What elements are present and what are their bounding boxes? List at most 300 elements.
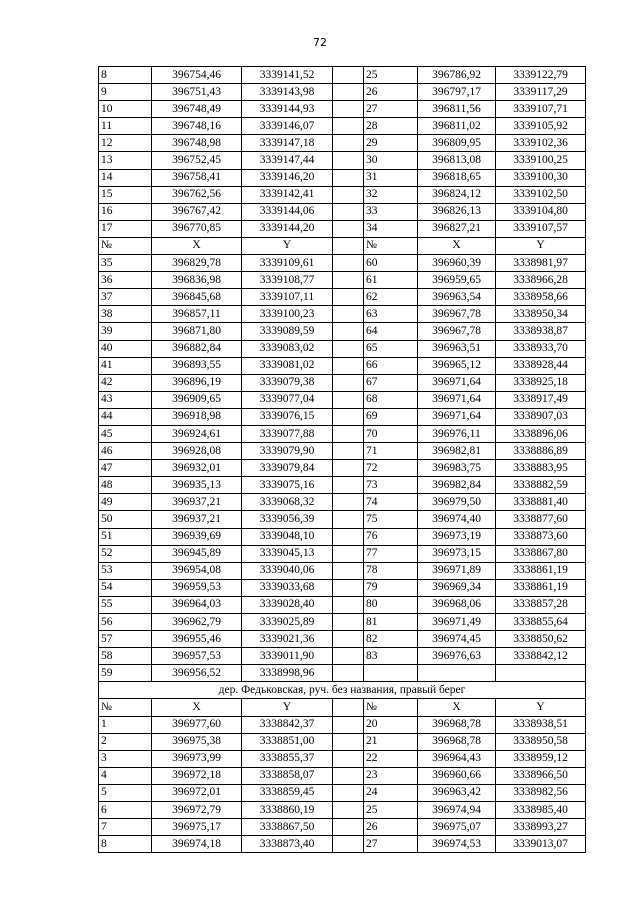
- x-coordinate-cell: 396836,98: [152, 272, 242, 289]
- y-coordinate-cell: 3339117,29: [496, 84, 586, 101]
- spacer-cell: [333, 220, 364, 237]
- y-coordinate-cell: 3339102,36: [496, 135, 586, 152]
- point-number-cell: 60: [364, 255, 418, 272]
- x-coordinate-cell: 396971,64: [418, 374, 496, 391]
- table-row: [99, 665, 586, 682]
- spacer-cell: [333, 802, 364, 819]
- point-number-cell: 15: [99, 186, 152, 203]
- y-coordinate-cell: 3338842,12: [496, 648, 586, 665]
- x-coordinate-cell: 396871,80: [152, 323, 242, 340]
- y-coordinate-cell: 3338882,59: [496, 477, 586, 494]
- point-number-cell: 30: [364, 152, 418, 169]
- x-coordinate-cell: 396977,60: [152, 716, 242, 733]
- y-coordinate-cell: 3338993,27: [496, 819, 586, 836]
- spacer-cell: [333, 733, 364, 750]
- point-number-cell: 21: [364, 733, 418, 750]
- table-row: [99, 374, 586, 391]
- y-coordinate-cell: 3338985,40: [496, 802, 586, 819]
- header-x: X: [152, 237, 242, 254]
- point-number-cell: 1: [99, 716, 152, 733]
- y-coordinate-cell: 3338933,70: [496, 340, 586, 357]
- point-number-cell: 40: [99, 340, 152, 357]
- y-coordinate-cell: 3339083,02: [242, 340, 333, 357]
- header-number: №: [99, 699, 152, 716]
- y-coordinate-cell: 3339104,80: [496, 203, 586, 220]
- point-number-cell: 17: [99, 220, 152, 237]
- point-number-cell: 78: [364, 562, 418, 579]
- x-coordinate-cell: 396964,43: [418, 750, 496, 767]
- point-number-cell: 53: [99, 562, 152, 579]
- y-coordinate-cell: 3338861,19: [496, 579, 586, 596]
- x-coordinate-cell: 396971,64: [418, 391, 496, 408]
- x-coordinate-cell: 396845,68: [152, 289, 242, 306]
- point-number-cell: 73: [364, 477, 418, 494]
- table-row: [99, 272, 586, 289]
- point-number-cell: 80: [364, 596, 418, 613]
- x-coordinate-cell: 396937,21: [152, 511, 242, 528]
- x-coordinate-cell: 396974,53: [418, 836, 496, 853]
- y-coordinate-cell: 3339028,40: [242, 596, 333, 613]
- y-coordinate-cell: 3338855,37: [242, 750, 333, 767]
- table-row: [99, 528, 586, 545]
- x-coordinate-cell: 396960,39: [418, 255, 496, 272]
- x-coordinate-cell: 396975,07: [418, 819, 496, 836]
- point-number-cell: 6: [99, 802, 152, 819]
- y-coordinate-cell: 3338867,80: [496, 545, 586, 562]
- x-coordinate-cell: 396937,21: [152, 494, 242, 511]
- x-coordinate-cell: 396957,53: [152, 648, 242, 665]
- x-coordinate-cell: 396811,02: [418, 118, 496, 135]
- spacer-cell: [333, 511, 364, 528]
- x-coordinate-cell: 396797,17: [418, 84, 496, 101]
- y-coordinate-cell: 3339146,07: [242, 118, 333, 135]
- y-coordinate-cell: 3338861,19: [496, 562, 586, 579]
- point-number-cell: 26: [364, 819, 418, 836]
- x-coordinate-cell: 396975,38: [152, 733, 242, 750]
- spacer-cell: [333, 562, 364, 579]
- point-number-cell: 2: [99, 733, 152, 750]
- x-coordinate-cell: 396975,17: [152, 819, 242, 836]
- table-row: [99, 186, 586, 203]
- x-coordinate-cell: 396893,55: [152, 357, 242, 374]
- y-coordinate-cell: 3338907,03: [496, 408, 586, 425]
- x-coordinate-cell: 396762,56: [152, 186, 242, 203]
- x-coordinate-cell: 396882,84: [152, 340, 242, 357]
- spacer-cell: [333, 699, 364, 716]
- table-row: [99, 648, 586, 665]
- y-coordinate-cell: 3338998,96: [242, 665, 333, 682]
- point-number-cell: 47: [99, 460, 152, 477]
- table-row: [99, 631, 586, 648]
- y-coordinate-cell: 3338850,62: [496, 631, 586, 648]
- point-number-cell: 29: [364, 135, 418, 152]
- x-coordinate-cell: 396896,19: [152, 374, 242, 391]
- y-coordinate-cell: 3338950,34: [496, 306, 586, 323]
- table-row: [99, 101, 586, 118]
- x-coordinate-cell: 396976,11: [418, 425, 496, 442]
- point-number-cell: 55: [99, 596, 152, 613]
- point-number-cell: 54: [99, 579, 152, 596]
- y-coordinate-cell: 3338925,18: [496, 374, 586, 391]
- x-coordinate-cell: 396754,46: [152, 67, 242, 84]
- header-y: Y: [496, 237, 586, 254]
- spacer-cell: [333, 425, 364, 442]
- point-number-cell: 72: [364, 460, 418, 477]
- x-coordinate-cell: 396826,13: [418, 203, 496, 220]
- header-y: Y: [496, 699, 586, 716]
- x-coordinate-cell: 396964,03: [152, 596, 242, 613]
- point-number-cell: 32: [364, 186, 418, 203]
- x-coordinate-cell: 396751,43: [152, 84, 242, 101]
- point-number-cell: 25: [364, 802, 418, 819]
- spacer-cell: [333, 460, 364, 477]
- point-number-cell: 20: [364, 716, 418, 733]
- table-row: [99, 84, 586, 101]
- y-coordinate-cell: 3339108,77: [242, 272, 333, 289]
- header-number: №: [364, 237, 418, 254]
- x-coordinate-cell: 396932,01: [152, 460, 242, 477]
- table-row: [99, 836, 586, 853]
- y-coordinate-cell: 3339144,20: [242, 220, 333, 237]
- x-coordinate-cell: 396973,99: [152, 750, 242, 767]
- x-coordinate-cell: 396971,89: [418, 562, 496, 579]
- header-y: Y: [242, 699, 333, 716]
- y-coordinate-cell: 3339147,44: [242, 152, 333, 169]
- x-coordinate-cell: 396956,52: [152, 665, 242, 682]
- y-coordinate-cell: 3339025,89: [242, 614, 333, 631]
- header-number: №: [99, 237, 152, 254]
- point-number-cell: 5: [99, 784, 152, 801]
- table-row: [99, 289, 586, 306]
- y-coordinate-cell: 3339068,32: [242, 494, 333, 511]
- table-row: [99, 135, 586, 152]
- spacer-cell: [333, 545, 364, 562]
- y-coordinate-cell: 3339077,04: [242, 391, 333, 408]
- point-number-cell: 24: [364, 784, 418, 801]
- point-number-cell: 57: [99, 631, 152, 648]
- y-coordinate-cell: 3338928,44: [496, 357, 586, 374]
- point-number-cell: 7: [99, 819, 152, 836]
- spacer-cell: [333, 255, 364, 272]
- point-number-cell: 38: [99, 306, 152, 323]
- header-row: [99, 699, 586, 716]
- point-number-cell: 50: [99, 511, 152, 528]
- x-coordinate-cell: 396973,19: [418, 528, 496, 545]
- point-number-cell: 26: [364, 84, 418, 101]
- table-row: [99, 767, 586, 784]
- point-number-cell: 48: [99, 477, 152, 494]
- x-coordinate-cell: 396983,75: [418, 460, 496, 477]
- x-coordinate-cell: 396811,56: [418, 101, 496, 118]
- spacer-cell: [333, 306, 364, 323]
- spacer-cell: [333, 67, 364, 84]
- y-coordinate-cell: 3338959,12: [496, 750, 586, 767]
- spacer-cell: [333, 84, 364, 101]
- point-number-cell: 69: [364, 408, 418, 425]
- y-coordinate-cell: 3338982,56: [496, 784, 586, 801]
- x-coordinate-cell: 396918,98: [152, 408, 242, 425]
- y-coordinate-cell: 3339011,90: [242, 648, 333, 665]
- point-number-cell: 13: [99, 152, 152, 169]
- x-coordinate-cell: 396972,01: [152, 784, 242, 801]
- y-coordinate-cell: 3339079,90: [242, 443, 333, 460]
- y-coordinate-cell: 3339102,50: [496, 186, 586, 203]
- table-row: [99, 802, 586, 819]
- table-row: [99, 340, 586, 357]
- y-coordinate-cell: 3339056,39: [242, 511, 333, 528]
- point-number-cell: 4: [99, 767, 152, 784]
- spacer-cell: [333, 323, 364, 340]
- point-number-cell: 49: [99, 494, 152, 511]
- point-number-cell: 71: [364, 443, 418, 460]
- y-coordinate-cell: 3339142,41: [242, 186, 333, 203]
- spacer-cell: [333, 750, 364, 767]
- spacer-cell: [333, 767, 364, 784]
- point-number-cell: 62: [364, 289, 418, 306]
- point-number-cell: 41: [99, 357, 152, 374]
- table-row: [99, 323, 586, 340]
- spacer-cell: [333, 596, 364, 613]
- y-coordinate-cell: 3338896,06: [496, 425, 586, 442]
- spacer-cell: [333, 648, 364, 665]
- table-row: [99, 220, 586, 237]
- point-number-cell: 39: [99, 323, 152, 340]
- y-coordinate-cell: 3339122,79: [496, 67, 586, 84]
- spacer-cell: [333, 579, 364, 596]
- spacer-cell: [333, 101, 364, 118]
- spacer-cell: [333, 289, 364, 306]
- point-number-cell: 59: [99, 665, 152, 682]
- section-title: дер. Федьковская, руч. без названия, правый берег: [99, 682, 586, 699]
- y-coordinate-cell: 3339146,20: [242, 169, 333, 186]
- spacer-cell: [333, 836, 364, 853]
- y-coordinate-cell: 3339100,30: [496, 169, 586, 186]
- y-coordinate-cell: 3339107,71: [496, 101, 586, 118]
- y-coordinate-cell: 3338873,60: [496, 528, 586, 545]
- x-coordinate-cell: 396955,46: [152, 631, 242, 648]
- x-coordinate-cell: 396960,66: [418, 767, 496, 784]
- table-row: [99, 425, 586, 442]
- point-number-cell: 70: [364, 425, 418, 442]
- y-coordinate-cell: 3338966,50: [496, 767, 586, 784]
- x-coordinate-cell: 396748,16: [152, 118, 242, 135]
- spacer-cell: [333, 340, 364, 357]
- x-coordinate-cell: 396809,95: [418, 135, 496, 152]
- point-number-cell: 22: [364, 750, 418, 767]
- x-coordinate-cell: 396972,79: [152, 802, 242, 819]
- spacer-cell: [333, 169, 364, 186]
- table-row: [99, 579, 586, 596]
- spacer-cell: [333, 716, 364, 733]
- point-number-cell: 75: [364, 511, 418, 528]
- x-coordinate-cell: 396962,79: [152, 614, 242, 631]
- y-coordinate-cell: 3338883,95: [496, 460, 586, 477]
- y-coordinate-cell: 3338859,45: [242, 784, 333, 801]
- table-row: [99, 562, 586, 579]
- x-coordinate-cell: 396909,65: [152, 391, 242, 408]
- point-number-cell: 83: [364, 648, 418, 665]
- table-row: [99, 733, 586, 750]
- point-number-cell: 64: [364, 323, 418, 340]
- point-number-cell: 23: [364, 767, 418, 784]
- table-row: [99, 596, 586, 613]
- spacer-cell: [333, 528, 364, 545]
- y-coordinate-cell: 3338917,49: [496, 391, 586, 408]
- y-coordinate-cell: 3339107,11: [242, 289, 333, 306]
- point-number-cell: [364, 665, 418, 682]
- point-number-cell: 43: [99, 391, 152, 408]
- x-coordinate-cell: 396973,15: [418, 545, 496, 562]
- spacer-cell: [333, 665, 364, 682]
- x-coordinate-cell: 396968,06: [418, 596, 496, 613]
- y-coordinate-cell: [496, 665, 586, 682]
- y-coordinate-cell: 3339107,57: [496, 220, 586, 237]
- point-number-cell: 28: [364, 118, 418, 135]
- x-coordinate-cell: 396967,78: [418, 306, 496, 323]
- x-coordinate-cell: 396979,50: [418, 494, 496, 511]
- x-coordinate-cell: 396939,69: [152, 528, 242, 545]
- point-number-cell: 51: [99, 528, 152, 545]
- spacer-cell: [333, 784, 364, 801]
- x-coordinate-cell: [418, 665, 496, 682]
- x-coordinate-cell: 396748,49: [152, 101, 242, 118]
- spacer-cell: [333, 614, 364, 631]
- point-number-cell: 46: [99, 443, 152, 460]
- point-number-cell: 63: [364, 306, 418, 323]
- x-coordinate-cell: 396972,18: [152, 767, 242, 784]
- y-coordinate-cell: 3338842,37: [242, 716, 333, 733]
- x-coordinate-cell: 396971,64: [418, 408, 496, 425]
- point-number-cell: 67: [364, 374, 418, 391]
- y-coordinate-cell: 3338886,89: [496, 443, 586, 460]
- point-number-cell: 27: [364, 836, 418, 853]
- header-y: Y: [242, 237, 333, 254]
- y-coordinate-cell: 3338881,40: [496, 494, 586, 511]
- x-coordinate-cell: 396748,98: [152, 135, 242, 152]
- x-coordinate-cell: 396971,49: [418, 614, 496, 631]
- x-coordinate-cell: 396963,51: [418, 340, 496, 357]
- table-row: [99, 169, 586, 186]
- table-row: [99, 118, 586, 135]
- spacer-cell: [333, 203, 364, 220]
- x-coordinate-cell: 396954,08: [152, 562, 242, 579]
- spacer-cell: [333, 443, 364, 460]
- x-coordinate-cell: 396967,78: [418, 323, 496, 340]
- y-coordinate-cell: 3339013,07: [496, 836, 586, 853]
- spacer-cell: [333, 237, 364, 254]
- spacer-cell: [333, 118, 364, 135]
- point-number-cell: 27: [364, 101, 418, 118]
- x-coordinate-cell: 396829,78: [152, 255, 242, 272]
- spacer-cell: [333, 477, 364, 494]
- point-number-cell: 76: [364, 528, 418, 545]
- table-row: [99, 545, 586, 562]
- y-coordinate-cell: 3338938,87: [496, 323, 586, 340]
- x-coordinate-cell: 396827,21: [418, 220, 496, 237]
- x-coordinate-cell: 396963,54: [418, 289, 496, 306]
- x-coordinate-cell: 396974,45: [418, 631, 496, 648]
- point-number-cell: 82: [364, 631, 418, 648]
- y-coordinate-cell: 3338873,40: [242, 836, 333, 853]
- y-coordinate-cell: 3338966,28: [496, 272, 586, 289]
- table-row: [99, 408, 586, 425]
- table-row: [99, 477, 586, 494]
- point-number-cell: 56: [99, 614, 152, 631]
- table-row: [99, 494, 586, 511]
- y-coordinate-cell: 3338858,07: [242, 767, 333, 784]
- point-number-cell: 42: [99, 374, 152, 391]
- y-coordinate-cell: 3339081,02: [242, 357, 333, 374]
- y-coordinate-cell: 3339089,59: [242, 323, 333, 340]
- point-number-cell: 25: [364, 67, 418, 84]
- point-number-cell: 12: [99, 135, 152, 152]
- y-coordinate-cell: 3338950,58: [496, 733, 586, 750]
- y-coordinate-cell: 3339143,98: [242, 84, 333, 101]
- spacer-cell: [333, 391, 364, 408]
- point-number-cell: 31: [364, 169, 418, 186]
- spacer-cell: [333, 408, 364, 425]
- table-row: [99, 460, 586, 477]
- x-coordinate-cell: 396969,34: [418, 579, 496, 596]
- point-number-cell: 61: [364, 272, 418, 289]
- point-number-cell: 10: [99, 101, 152, 118]
- point-number-cell: 68: [364, 391, 418, 408]
- point-number-cell: 79: [364, 579, 418, 596]
- point-number-cell: 65: [364, 340, 418, 357]
- x-coordinate-cell: 396824,12: [418, 186, 496, 203]
- spacer-cell: [333, 374, 364, 391]
- table-row: [99, 152, 586, 169]
- y-coordinate-cell: 3338877,60: [496, 511, 586, 528]
- y-coordinate-cell: 3338958,66: [496, 289, 586, 306]
- spacer-cell: [333, 631, 364, 648]
- coordinates-table: [98, 66, 586, 853]
- y-coordinate-cell: 3339109,61: [242, 255, 333, 272]
- x-coordinate-cell: 396767,42: [152, 203, 242, 220]
- point-number-cell: 8: [99, 67, 152, 84]
- x-coordinate-cell: 396752,45: [152, 152, 242, 169]
- y-coordinate-cell: 3339144,06: [242, 203, 333, 220]
- y-coordinate-cell: 3339033,68: [242, 579, 333, 596]
- y-coordinate-cell: 3339076,15: [242, 408, 333, 425]
- y-coordinate-cell: 3339075,16: [242, 477, 333, 494]
- point-number-cell: 77: [364, 545, 418, 562]
- point-number-cell: 44: [99, 408, 152, 425]
- x-coordinate-cell: 396974,18: [152, 836, 242, 853]
- x-coordinate-cell: 396963,42: [418, 784, 496, 801]
- x-coordinate-cell: 396959,65: [418, 272, 496, 289]
- y-coordinate-cell: 3339144,93: [242, 101, 333, 118]
- header-x: X: [152, 699, 242, 716]
- x-coordinate-cell: 396758,41: [152, 169, 242, 186]
- point-number-cell: 9: [99, 84, 152, 101]
- header-x: X: [418, 237, 496, 254]
- point-number-cell: 16: [99, 203, 152, 220]
- spacer-cell: [333, 357, 364, 374]
- table-row: [99, 306, 586, 323]
- x-coordinate-cell: 396924,61: [152, 425, 242, 442]
- x-coordinate-cell: 396786,92: [418, 67, 496, 84]
- x-coordinate-cell: 396857,11: [152, 306, 242, 323]
- x-coordinate-cell: 396813,08: [418, 152, 496, 169]
- spacer-cell: [333, 135, 364, 152]
- y-coordinate-cell: 3339079,84: [242, 460, 333, 477]
- y-coordinate-cell: 3339105,92: [496, 118, 586, 135]
- table-row: [99, 784, 586, 801]
- spacer-cell: [333, 186, 364, 203]
- y-coordinate-cell: 3339040,06: [242, 562, 333, 579]
- spacer-cell: [333, 819, 364, 836]
